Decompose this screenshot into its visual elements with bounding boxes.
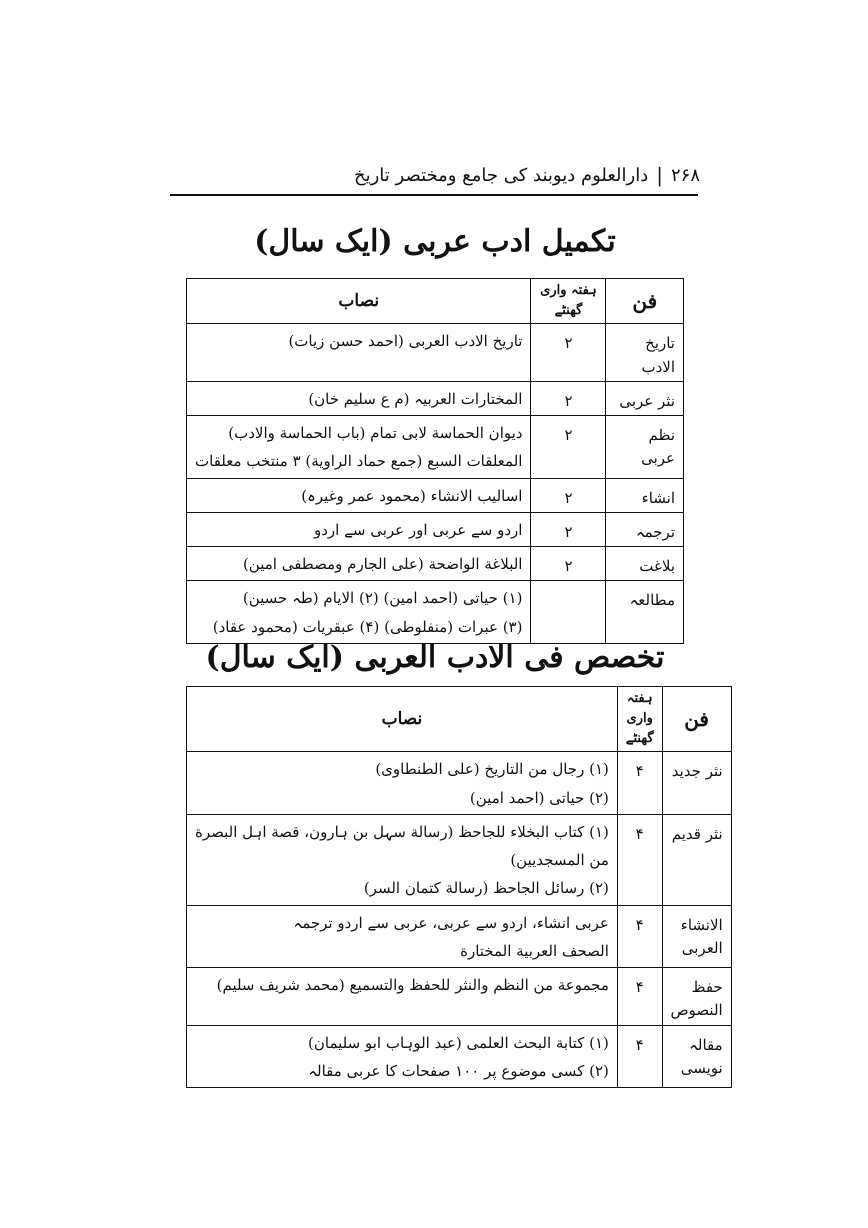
header-separator: |	[656, 163, 663, 187]
table-row	[187, 1025, 732, 1088]
table-row	[187, 478, 684, 512]
nisab-line: (۲) کسی موضوع پر ۱۰۰ صفحات کا عربی مقالہ	[308, 1061, 609, 1080]
section-title-takhassus: تخصص فی الادب العربی (ایک سال)	[205, 640, 665, 675]
nisab-line: (۱) رجال من التاریخ (علی الطنطاوی)	[375, 760, 609, 779]
running-header	[353, 158, 700, 192]
header-fan: فن	[662, 687, 731, 752]
cell-hours: ۴	[617, 968, 662, 1026]
cell-nisab	[187, 324, 531, 382]
cell-nisab	[187, 752, 618, 815]
nisab-line: المختارات العربیہ (م ع سلیم خان)	[308, 389, 523, 408]
cell-hours: ۲	[531, 547, 606, 581]
cell-hours: ۴	[617, 1025, 662, 1088]
table-row	[187, 814, 732, 905]
cell-hours	[531, 581, 606, 644]
nisab-line: (۱) حیاتی (احمد امین) (۲) الایام (طہ حسین)	[242, 589, 523, 608]
nisab-line: (۱) کتابة البحث العلمی (عبد الوہاب ابو سلیمان)	[308, 1033, 609, 1052]
table-row	[187, 547, 684, 581]
table-row	[187, 905, 732, 968]
nisab-line: (۳) عبرات (منفلوطی) (۴) عبقریات (محمود عقاد)	[212, 617, 523, 636]
table-row	[187, 752, 732, 815]
table-row	[187, 581, 684, 644]
table-row	[187, 968, 732, 1026]
takhassus-adab-table	[186, 686, 732, 1088]
header-fan: فن	[606, 279, 684, 324]
cell-hours: ۲	[531, 416, 606, 479]
cell-nisab	[187, 381, 531, 415]
nisab-line: اسالیب الانشاء (محمود عمر وغیرہ)	[301, 486, 523, 505]
nisab-line: (۲) حیاتی (احمد امین)	[469, 788, 609, 807]
nisab-line: (۱) کتاب البخلاء للجاحظ (رسالة سہل بن ہارون، قصة اہل البصرة	[195, 822, 609, 841]
cell-nisab	[187, 416, 531, 479]
nisab-line: تاریخ الادب العربی (احمد حسن زیات)	[288, 332, 523, 351]
cell-fan: تاریخ الادب	[606, 324, 684, 382]
cell-hours: ۲	[531, 512, 606, 546]
cell-hours: ۲	[531, 381, 606, 415]
cell-nisab	[187, 581, 531, 644]
cell-nisab	[187, 512, 531, 546]
header-nisab: نصاب	[187, 687, 618, 752]
table-header-row	[187, 687, 732, 752]
nisab-line: (۲) رسائل الجاحظ (رسالة کتمان السر)	[363, 879, 609, 898]
table-body	[187, 324, 684, 644]
cell-fan: مقالہ نویسی	[662, 1025, 731, 1088]
table-header-row	[187, 279, 684, 324]
cell-fan: نثر قدیم	[662, 814, 731, 905]
section-title-takmil: تکمیل ادب عربی (ایک سال)	[254, 224, 616, 259]
cell-hours: ۴	[617, 752, 662, 815]
book-title: دارالعلوم دیوبند کی جامع ومختصر تاریخ	[353, 164, 649, 186]
cell-nisab	[187, 547, 531, 581]
cell-nisab	[187, 478, 531, 512]
header-nisab: نصاب	[187, 279, 531, 324]
nisab-line: البلاغة الواضحة (علی الجارم ومصطفی امین)	[242, 555, 523, 574]
cell-hours: ۲	[531, 478, 606, 512]
nisab-line: من المسجدیین)	[510, 851, 609, 870]
cell-hours: ۴	[617, 814, 662, 905]
cell-fan: نثر جدید	[662, 752, 731, 815]
cell-fan: حفظ النصوص	[662, 968, 731, 1026]
cell-fan: الانشاء العربی	[662, 905, 731, 968]
header-hours: ہفتہ واری گھنٹے	[617, 687, 662, 752]
table-body	[187, 752, 732, 1088]
page-number: ۲۶۸	[670, 164, 700, 186]
cell-fan: نثر عربی	[606, 381, 684, 415]
cell-hours: ۴	[617, 905, 662, 968]
nisab-line: عربی انشاء، اردو سے عربی، عربی سے اردو ترجمہ	[293, 913, 609, 932]
cell-nisab	[187, 814, 618, 905]
nisab-line: دیوان الحماسة لابی تمام (باب الحماسة والادب)	[228, 424, 523, 443]
cell-fan: انشاء	[606, 478, 684, 512]
header-hours: ہفتہ واری گھنٹے	[531, 279, 606, 324]
nisab-line: مجموعة من النظم والنثر للحفظ والتسمیع (محمد شریف سلیم)	[216, 976, 609, 995]
cell-fan: ترجمہ	[606, 512, 684, 546]
table-row	[187, 381, 684, 415]
takmil-adab-table	[186, 278, 684, 644]
table-row	[187, 512, 684, 546]
cell-hours: ۲	[531, 324, 606, 382]
cell-nisab	[187, 905, 618, 968]
nisab-line: المعلقات السبع (جمع حماد الراویة) ۳ منتخب معلقات	[195, 452, 523, 471]
cell-fan: مطالعہ	[606, 581, 684, 644]
cell-fan: بلاغت	[606, 547, 684, 581]
header-rule	[170, 194, 698, 196]
nisab-line: اردو سے عربی اور عربی سے اردو	[314, 520, 523, 539]
cell-nisab	[187, 1025, 618, 1088]
table-row	[187, 416, 684, 479]
table-row	[187, 324, 684, 382]
cell-fan: نظم عربی	[606, 416, 684, 479]
nisab-line: الصحف العربیة المختارة	[460, 941, 609, 960]
cell-nisab	[187, 968, 618, 1026]
